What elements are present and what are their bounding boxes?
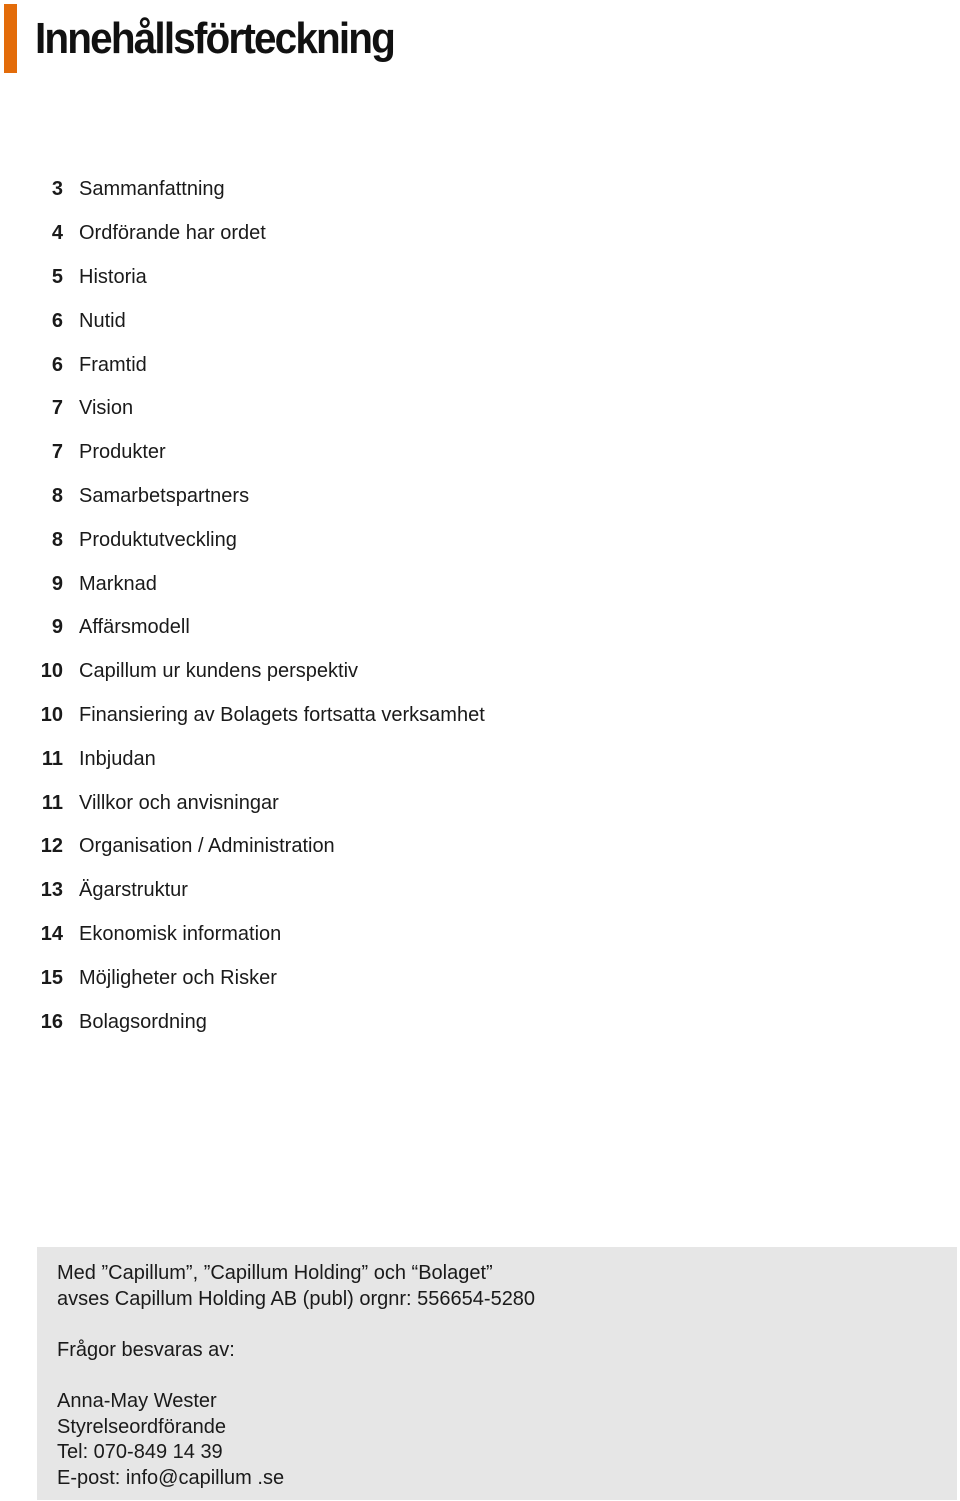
definition-line-2: avses Capillum Holding AB (publ) orgnr: 556654-5280 bbox=[57, 1287, 536, 1310]
toc-label: Organisation / Administration bbox=[79, 835, 335, 858]
contact-email[interactable]: E-post: info@capillum .se bbox=[57, 1466, 285, 1489]
toc-label: Produkter bbox=[79, 441, 166, 464]
toc-label: Sammanfattning bbox=[79, 178, 225, 201]
toc-label: Nutid bbox=[79, 309, 126, 332]
toc-page-number: 8 bbox=[51, 528, 63, 551]
page-title: Innehållsförteckning bbox=[35, 14, 395, 63]
toc-label: Framtid bbox=[79, 353, 147, 376]
definition-line-1: Med ”Capillum”, ”Capillum Holding” och “Bolaget” bbox=[57, 1262, 493, 1284]
toc-item[interactable] bbox=[0, 475, 960, 519]
toc-item[interactable] bbox=[0, 387, 960, 431]
toc-item[interactable] bbox=[0, 562, 960, 606]
toc-page-number: 6 bbox=[51, 353, 63, 376]
toc-page-number: 11 bbox=[41, 791, 63, 814]
toc-page-number: 9 bbox=[51, 572, 63, 595]
toc-item[interactable] bbox=[0, 299, 960, 343]
toc-label: Möjligheter och Risker bbox=[79, 966, 277, 989]
toc-item[interactable] bbox=[0, 212, 960, 256]
toc-page-number: 9 bbox=[51, 616, 63, 639]
toc-label: Bolagsordning bbox=[79, 1010, 207, 1033]
toc-item[interactable] bbox=[0, 518, 960, 562]
toc-label: Inbjudan bbox=[79, 747, 156, 770]
toc-label: Ekonomisk information bbox=[79, 922, 282, 945]
toc-label: Samarbetspartners bbox=[79, 484, 250, 507]
toc-item[interactable] bbox=[0, 650, 960, 694]
toc-page-number: 12 bbox=[40, 835, 63, 858]
toc-label: Ägarstruktur bbox=[79, 879, 188, 902]
toc-item[interactable] bbox=[0, 256, 960, 300]
toc-item[interactable] bbox=[0, 168, 960, 212]
toc-item[interactable] bbox=[0, 869, 960, 913]
spacer bbox=[57, 1312, 957, 1338]
toc-page-number: 11 bbox=[41, 747, 63, 770]
toc-page-number: 10 bbox=[40, 660, 63, 683]
toc-item[interactable] bbox=[0, 606, 960, 650]
toc-item[interactable] bbox=[0, 913, 960, 957]
contact-phone[interactable]: Tel: 070-849 14 39 bbox=[57, 1441, 223, 1464]
toc-label: Marknad bbox=[79, 572, 157, 595]
toc-item[interactable] bbox=[0, 1000, 960, 1044]
toc-page-number: 6 bbox=[51, 309, 63, 332]
toc-page-number: 13 bbox=[40, 879, 63, 902]
toc-label: Finansiering av Bolagets fortsatta verksamhet bbox=[79, 703, 485, 726]
toc-page-number: 4 bbox=[51, 222, 63, 245]
table-of-contents bbox=[0, 168, 960, 1044]
toc-item[interactable] bbox=[0, 781, 960, 825]
contact-role: Styrelseordförande bbox=[57, 1415, 226, 1438]
toc-label: Capillum ur kundens perspektiv bbox=[79, 660, 359, 683]
contact-name: Anna-May Wester bbox=[57, 1389, 217, 1412]
toc-page-number: 14 bbox=[40, 922, 63, 945]
toc-page-number: 7 bbox=[51, 397, 63, 420]
toc-page-number: 16 bbox=[40, 1010, 63, 1033]
toc-label: Historia bbox=[79, 265, 147, 288]
toc-page-number: 15 bbox=[40, 966, 63, 989]
toc-label: Vision bbox=[79, 397, 134, 420]
toc-item[interactable] bbox=[0, 737, 960, 781]
toc-page-number: 8 bbox=[51, 484, 63, 507]
spacer bbox=[57, 1363, 957, 1389]
toc-item[interactable] bbox=[0, 825, 960, 869]
company-info-box bbox=[37, 1247, 957, 1500]
questions-label: Frågor besvaras av: bbox=[57, 1338, 235, 1361]
toc-label: Ordförande har ordet bbox=[79, 222, 266, 245]
toc-page-number: 5 bbox=[51, 265, 63, 288]
toc-label: Produktutveckling bbox=[79, 528, 237, 551]
toc-page-number: 10 bbox=[40, 703, 63, 726]
toc-item[interactable] bbox=[0, 694, 960, 738]
toc-item[interactable] bbox=[0, 343, 960, 387]
toc-label: Villkor och anvisningar bbox=[79, 791, 279, 814]
toc-page-number: 7 bbox=[51, 441, 63, 464]
title-accent-bar bbox=[4, 4, 17, 73]
toc-item[interactable] bbox=[0, 431, 960, 475]
toc-item[interactable] bbox=[0, 956, 960, 1000]
toc-page-number: 3 bbox=[51, 178, 63, 201]
toc-label: Affärsmodell bbox=[79, 616, 190, 639]
